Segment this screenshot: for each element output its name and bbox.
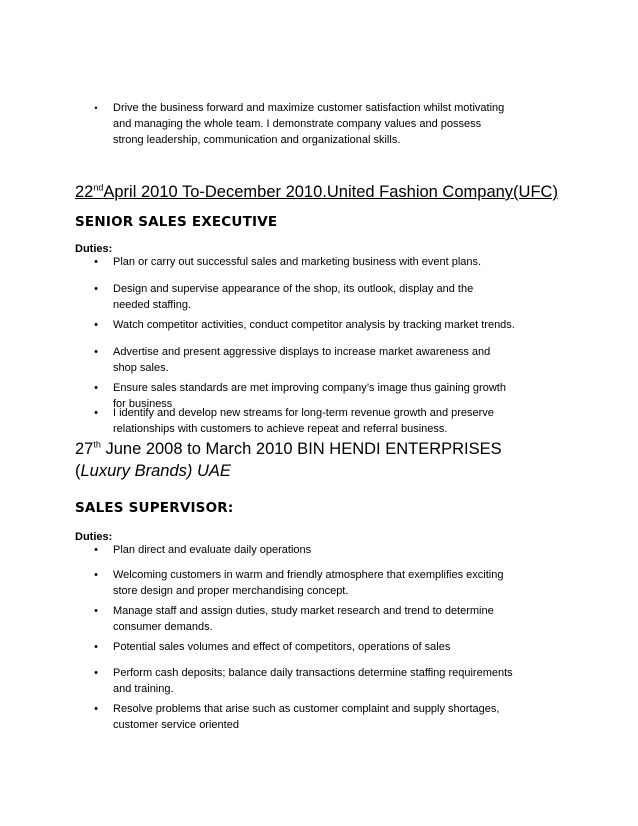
job1-duty-item: • Plan or carry out successful sales and marketing business with event plans. [113, 254, 513, 270]
job1-heading [75, 182, 558, 202]
intro-bullet [94, 100, 513, 148]
job1-duty-item: • I identify and develop new streams for long-term revenue growth and preserve relationships with customers to achieve repeat and referral business. [113, 405, 498, 437]
job1-duty-item: • Watch competitor activities, conduct competitor analysis by tracking market trends. [113, 317, 533, 333]
bullet-icon: • [94, 346, 98, 358]
job2-heading-italic: Luxury Brands) UAE [80, 462, 231, 480]
bullet-icon: • [94, 103, 98, 113]
job1-duty-item: • Design and supervise appearance of the shop, its outlook, display and the needed staffing. [113, 281, 508, 313]
job2-duty-item: • Potential sales volumes and effect of competitors, operations of sales [113, 639, 513, 655]
job2-duty-item: • Perform cash deposits; balance daily transactions determine staffing requirements and training. [113, 665, 513, 697]
bullet-icon: • [94, 544, 98, 556]
bullet-icon: • [94, 407, 98, 419]
job2-day: 27 [75, 440, 94, 458]
job2-duty-item: • Manage staff and assign duties, study market research and trend to determine consumer demands. [113, 603, 503, 635]
job1-day-suffix: nd [93, 182, 104, 193]
intro-bullet-text: Drive the business forward and maximize customer satisfaction whilst motivating and managing the whole team. I demonstrate company values and possess strong leadership, communication and organizational skills. [113, 102, 505, 146]
bullet-icon: • [94, 569, 98, 581]
bullet-icon: • [94, 667, 98, 679]
job2-duties-label: Duties: [75, 531, 113, 543]
job2-duty-item: • Welcoming customers in warm and friendly atmosphere that exemplifies exciting store design and proper merchandising concept. [113, 567, 523, 599]
job2-day-suffix: th [93, 439, 101, 450]
job1-title: SENIOR SALES EXECUTIVE [75, 214, 278, 230]
job1-duty-item: • Ensure sales standards are met improving company’s image thus gaining growth for business [113, 380, 513, 412]
bullet-icon: • [94, 382, 98, 394]
job2-duty-item: • Plan direct and evaluate daily operations [113, 542, 513, 558]
job1-day: 22 [75, 183, 94, 201]
job2-title: SALES SUPERVISOR: [75, 500, 234, 516]
bullet-icon: • [94, 319, 98, 331]
job2-heading [75, 438, 545, 482]
job1-heading-text: April 2010 To-December 2010.United Fashion Company(UFC) [103, 183, 558, 201]
bullet-icon: • [94, 283, 98, 295]
job2-duty-item: • Resolve problems that arise such as customer complaint and supply shortages, customer service oriented [113, 701, 513, 733]
job1-duty-item: • Advertise and present aggressive displays to increase market awareness and shop sales. [113, 344, 508, 376]
bullet-icon: • [94, 703, 98, 715]
bullet-icon: • [94, 256, 98, 268]
job2-heading-text: June 2008 to March 2010 BIN HENDI ENTERPRISES ( [75, 440, 502, 480]
bullet-icon: • [94, 641, 98, 653]
bullet-icon: • [94, 605, 98, 617]
job1-duties-label: Duties: [75, 243, 113, 255]
